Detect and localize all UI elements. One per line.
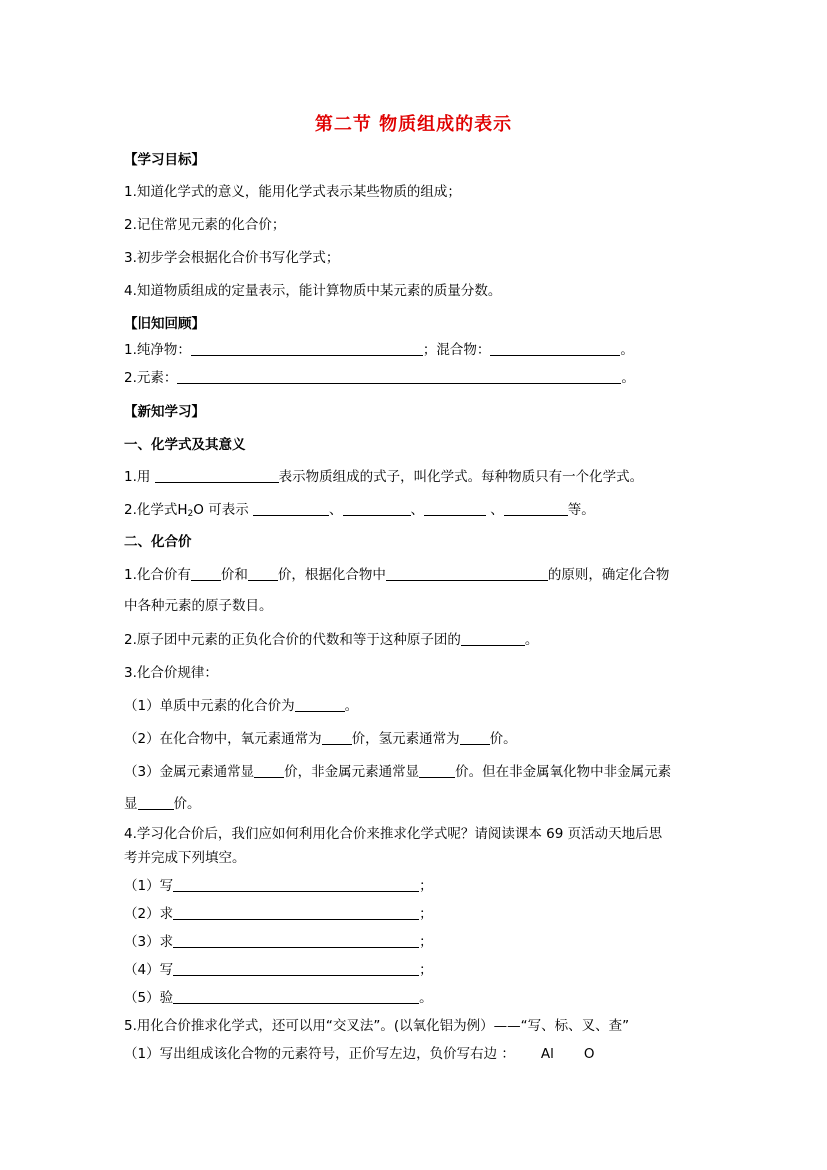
rule-1-end: 。 (344, 698, 359, 714)
rule-3-line-2-end: 价。 (173, 796, 201, 812)
section-2-question-2 (124, 630, 538, 650)
blank-nonmetal-oxide-valence[interactable] (138, 795, 174, 810)
review-q2-end: 。 (621, 370, 635, 386)
s1q1-text: 表示物质组成的式子，叫化学式。每种物质只有一个化学式。 (278, 469, 644, 485)
blank-valence-positive[interactable] (191, 566, 221, 581)
blank-step-5[interactable] (173, 989, 419, 1004)
step-3 (124, 932, 433, 952)
review-header: 【旧知回顾】 (124, 316, 205, 332)
section-1-question-1 (124, 467, 643, 487)
rule-3-text-c: 价。但在非金属氧化物中非金属元素 (455, 764, 672, 780)
blank-pure-substance[interactable] (191, 341, 423, 356)
blank-h2o-meaning-1[interactable] (253, 501, 329, 516)
step-4 (124, 960, 433, 980)
blank-mixture[interactable] (490, 341, 620, 356)
step-2-end: ； (419, 906, 433, 922)
blank-h2o-meaning-3[interactable] (424, 501, 486, 516)
blank-radical-charge[interactable] (461, 631, 525, 646)
section-1-title: 一、化学式及其意义 (124, 437, 246, 453)
cross-method-step-1 (124, 1044, 595, 1064)
blank-element[interactable] (177, 369, 621, 384)
s1q1-label: 1.用 (124, 469, 155, 485)
s2q2-text: 2.原子团中元素的正负化合价的代数和等于这种原子团的 (124, 632, 461, 648)
step-1 (124, 876, 433, 896)
blank-formula-definition[interactable] (155, 468, 279, 483)
step-4-end: ； (419, 962, 433, 978)
blank-valence-negative[interactable] (248, 566, 278, 581)
blank-element-valence[interactable] (295, 697, 345, 712)
review-q1-label: 1.纯净物： (124, 342, 191, 358)
blank-step-3[interactable] (173, 933, 419, 948)
section-2-title: 二、化合价 (124, 534, 192, 550)
rule-1-text: （1）单质中元素的化合价为 (124, 698, 295, 714)
step-2-label: （2）求 (124, 906, 174, 922)
blank-h2o-meaning-2[interactable] (343, 501, 411, 516)
goal-item-2: 2.记住常见元素的化合价； (124, 217, 286, 233)
goal-item-1: 1.知道化学式的意义，能用化学式表示某些物质的组成； (124, 184, 461, 200)
subscript-2: 2 (187, 509, 194, 519)
blank-h2o-meaning-4[interactable] (504, 501, 568, 516)
section-2-question-3: 3.化合价规律： (124, 665, 218, 681)
step-1-end: ； (419, 878, 433, 894)
review-q1-end: 。 (620, 342, 634, 358)
rule-2-text-b: 价，氢元素通常为 (351, 731, 460, 747)
s1q2-end: 等。 (567, 502, 595, 518)
blank-step-2[interactable] (173, 905, 419, 920)
rule-3-text-a: （3）金属元素通常显 (124, 764, 255, 780)
blank-metal-valence[interactable] (254, 763, 284, 778)
page-title: 第二节 物质组成的表示 (314, 114, 513, 135)
section-1-question-2 (124, 500, 595, 524)
s2q1-text-a: 1.化合价有 (124, 567, 191, 583)
step-3-end: ； (419, 934, 433, 950)
step-1-label: （1）写 (124, 878, 174, 894)
separator: 、 (490, 502, 504, 518)
s2q1-text-d: 的原则，确定化合物 (547, 567, 670, 583)
section-2-question-1 (124, 565, 669, 585)
symbol-al: Al (540, 1046, 554, 1062)
step-3-label: （3）求 (124, 934, 174, 950)
rule-1 (124, 696, 358, 716)
symbol-o: O (583, 1046, 595, 1062)
blank-hydrogen-valence[interactable] (460, 730, 490, 745)
s1q2-text: O 可表示 (193, 502, 253, 518)
rule-3-line-2-text: 显 (124, 796, 138, 812)
blank-step-1[interactable] (173, 877, 419, 892)
separator: 、 (329, 502, 343, 518)
s2q1-text-c: 价，根据化合物中 (277, 567, 386, 583)
cross-step-1-text: （1）写出组成该化合物的元素符号，正价写左边，负价写右边 ： (124, 1046, 515, 1062)
blank-nonmetal-valence[interactable] (419, 763, 455, 778)
rule-3-text-b: 价，非金属元素通常显 (284, 764, 420, 780)
s2q1-text-b: 价和 (220, 567, 248, 583)
section-2-question-4-line-2: 考并完成下列填空。 (124, 850, 246, 866)
s1q2-label: 2.化学式H (124, 502, 188, 518)
step-5 (124, 988, 433, 1008)
review-q1-label-2: ；混合物： (422, 342, 491, 358)
goal-item-3: 3.初步学会根据化合价书写化学式； (124, 250, 340, 266)
rule-3 (124, 762, 671, 782)
step-5-label: （5）验 (124, 990, 174, 1006)
rule-2 (124, 729, 517, 749)
section-2-question-4: 4.学习化合价后，我们应如何利用化合价来推求化学式呢？请阅读课本 69 页活动天地后思 (124, 826, 663, 842)
blank-oxygen-valence[interactable] (322, 730, 352, 745)
section-2-question-5: 5.用化合价推求化学式，还可以用“交叉法”。(以氧化铝为例）——“写、标、叉、查” (124, 1018, 630, 1034)
step-5-end: 。 (419, 990, 433, 1006)
separator: 、 (410, 502, 424, 518)
review-question-2 (124, 368, 635, 388)
blank-step-4[interactable] (173, 961, 419, 976)
step-2 (124, 904, 433, 924)
rule-2-text-a: （2）在化合物中，氧元素通常为 (124, 731, 322, 747)
rule-3-line-2 (124, 794, 201, 814)
goal-item-4: 4.知道物质组成的定量表示，能计算物质中某元素的质量分数。 (124, 283, 502, 299)
section-2-question-1-line-2: 中各种元素的原子数目。 (124, 598, 273, 614)
rule-2-end: 价。 (489, 731, 517, 747)
new-learning-header: 【新知学习】 (124, 404, 205, 420)
goals-header: 【学习目标】 (124, 152, 205, 168)
step-4-label: （4）写 (124, 962, 174, 978)
blank-valence-principle[interactable] (386, 566, 548, 581)
review-q2-label: 2.元素： (124, 370, 178, 386)
s2q2-end: 。 (524, 632, 539, 648)
review-question-1 (124, 340, 634, 360)
